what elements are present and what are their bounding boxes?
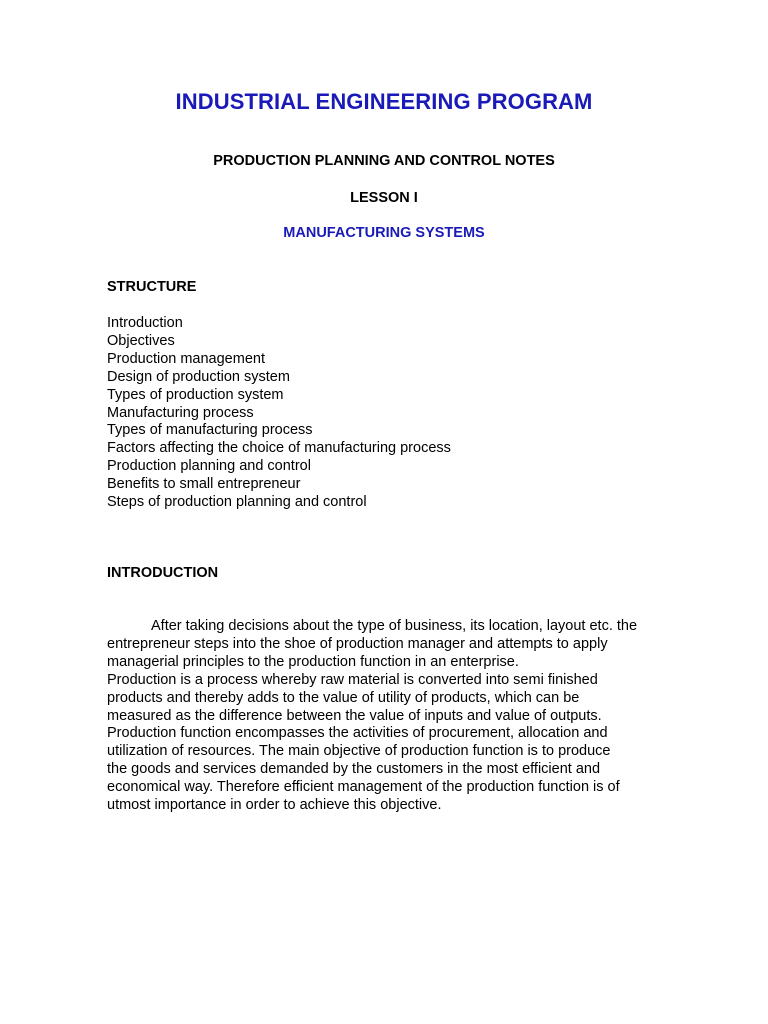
paragraph-line: managerial principles to the production function in an enterprise. <box>107 653 519 670</box>
paragraph-line: the goods and services demanded by the customers in the most efficient and <box>107 761 601 778</box>
structure-item: Factors affecting the choice of manufacturing process <box>107 440 451 457</box>
introduction-body <box>107 618 667 815</box>
structure-item: Production planning and control <box>107 458 311 475</box>
lesson-label: LESSON I <box>350 190 418 206</box>
structure-item: Design of production system <box>107 368 290 385</box>
structure-item: Types of production system <box>107 386 284 403</box>
structure-item: Benefits to small entrepreneur <box>107 476 301 493</box>
topic-title: MANUFACTURING SYSTEMS <box>283 225 485 241</box>
structure-item: Steps of production planning and control <box>107 494 367 511</box>
structure-item: Objectives <box>107 332 175 349</box>
structure-list <box>107 315 451 512</box>
paragraph-line: Production function encompasses the activities of procurement, allocation and <box>107 725 608 742</box>
introduction-heading: INTRODUCTION <box>107 565 219 581</box>
structure-item: Manufacturing process <box>107 404 254 421</box>
notes-title: PRODUCTION PLANNING AND CONTROL NOTES <box>213 153 555 169</box>
paragraph-line: Production is a process whereby raw material is converted into semi finished <box>107 671 598 688</box>
paragraph-line: utmost importance in order to achieve this objective. <box>107 797 442 814</box>
paragraph-line: After taking decisions about the type of business, its location, layout etc. the <box>151 618 638 634</box>
paragraph-line: utilization of resources. The main objective of production function is to produce <box>107 743 611 760</box>
structure-item: Production management <box>107 350 265 367</box>
paragraph-line: products and thereby adds to the value of utility of products, which can be <box>107 689 580 706</box>
structure-heading: STRUCTURE <box>107 279 197 295</box>
paragraph-line: entrepreneur steps into the shoe of production manager and attempts to apply <box>107 635 608 652</box>
paragraph-line: economical way. Therefore efficient management of the production function is of <box>107 779 620 796</box>
structure-item: Introduction <box>107 315 183 331</box>
structure-item: Types of manufacturing process <box>107 422 313 439</box>
paragraph-line: measured as the difference between the value of inputs and value of outputs. <box>107 707 602 724</box>
program-title: INDUSTRIAL ENGINEERING PROGRAM <box>175 89 593 114</box>
